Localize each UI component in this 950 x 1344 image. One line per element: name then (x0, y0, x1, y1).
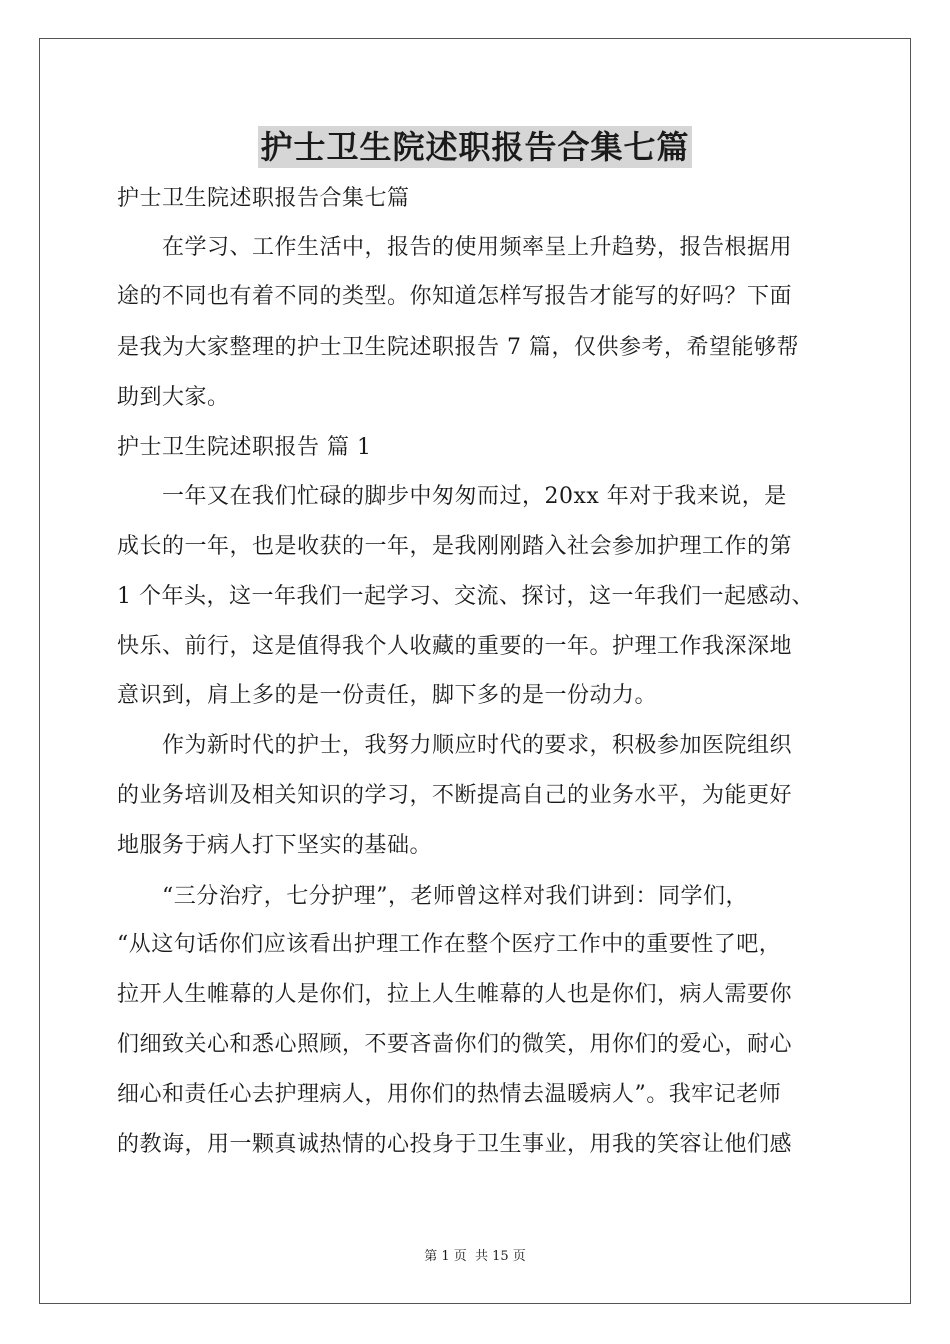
page-footer (0, 1248, 950, 1266)
subtitle-line: 护士卫生院述职报告合集七篇 (117, 186, 410, 211)
body-line: 的业务培训及相关知识的学习，不断提高自己的业务水平，为能更好 (117, 783, 793, 808)
body-line: 意识到，肩上多的是一份责任，脚下多的是一份动力。 (117, 683, 658, 708)
body-line: 地服务于病人打下坚实的基础。 (117, 833, 433, 858)
page-number: 第 1 页 (424, 1249, 467, 1264)
body-line: 拉开人生帷幕的人是你们，拉上人生帷幕的人也是你们，病人需要你 (117, 982, 793, 1007)
body-line: 一年又在我们忙碌的脚步中匆匆而过，20xx 年对于我来说，是 (117, 484, 787, 509)
body-line: 的教诲，用一颗真诚热情的心投身于卫生事业，用我的笑容让他们感 (117, 1132, 793, 1157)
body-line: 快乐、前行，这是值得我个人收藏的重要的一年。护理工作我深深地 (117, 634, 793, 659)
body-line: 是我为大家整理的护士卫生院述职报告 7 篇，仅供参考，希望能够帮 (117, 335, 799, 360)
body-line: 1 个年头，这一年我们一起学习、交流、探讨，这一年我们一起感动、 (117, 584, 814, 609)
body-line: “三分治疗，七分护理”，老师曾这样对我们讲到：同学们， (117, 884, 748, 909)
title-wrap (0, 126, 950, 168)
body-line: 途的不同也有着不同的类型。你知道怎样写报告才能写的好吗？下面 (117, 284, 793, 309)
document-title: 护士卫生院述职报告合集七篇 (260, 128, 690, 166)
section-heading: 护士卫生院述职报告 篇 1 (117, 435, 372, 460)
page-border (39, 38, 911, 1304)
body-line: 在学习、工作生活中，报告的使用频率呈上升趋势，报告根据用 (117, 235, 793, 260)
body-line: 助到大家。 (117, 385, 230, 410)
page-total: 共 15 页 (474, 1249, 526, 1264)
body-line: 们细致关心和悉心照顾，不要吝啬你们的微笑，用你们的爱心，耐心 (117, 1032, 793, 1057)
body-line: “从这句话你们应该看出护理工作在整个医疗工作中的重要性了吧， (117, 932, 782, 957)
body-line: 作为新时代的护士，我努力顺应时代的要求，积极参加医院组织 (117, 733, 793, 758)
body-line: 细心和责任心去护理病人，用你们的热情去温暖病人”。我牢记老师 (117, 1082, 782, 1107)
body-line: 成长的一年，也是收获的一年，是我刚刚踏入社会参加护理工作的第 (117, 534, 793, 559)
